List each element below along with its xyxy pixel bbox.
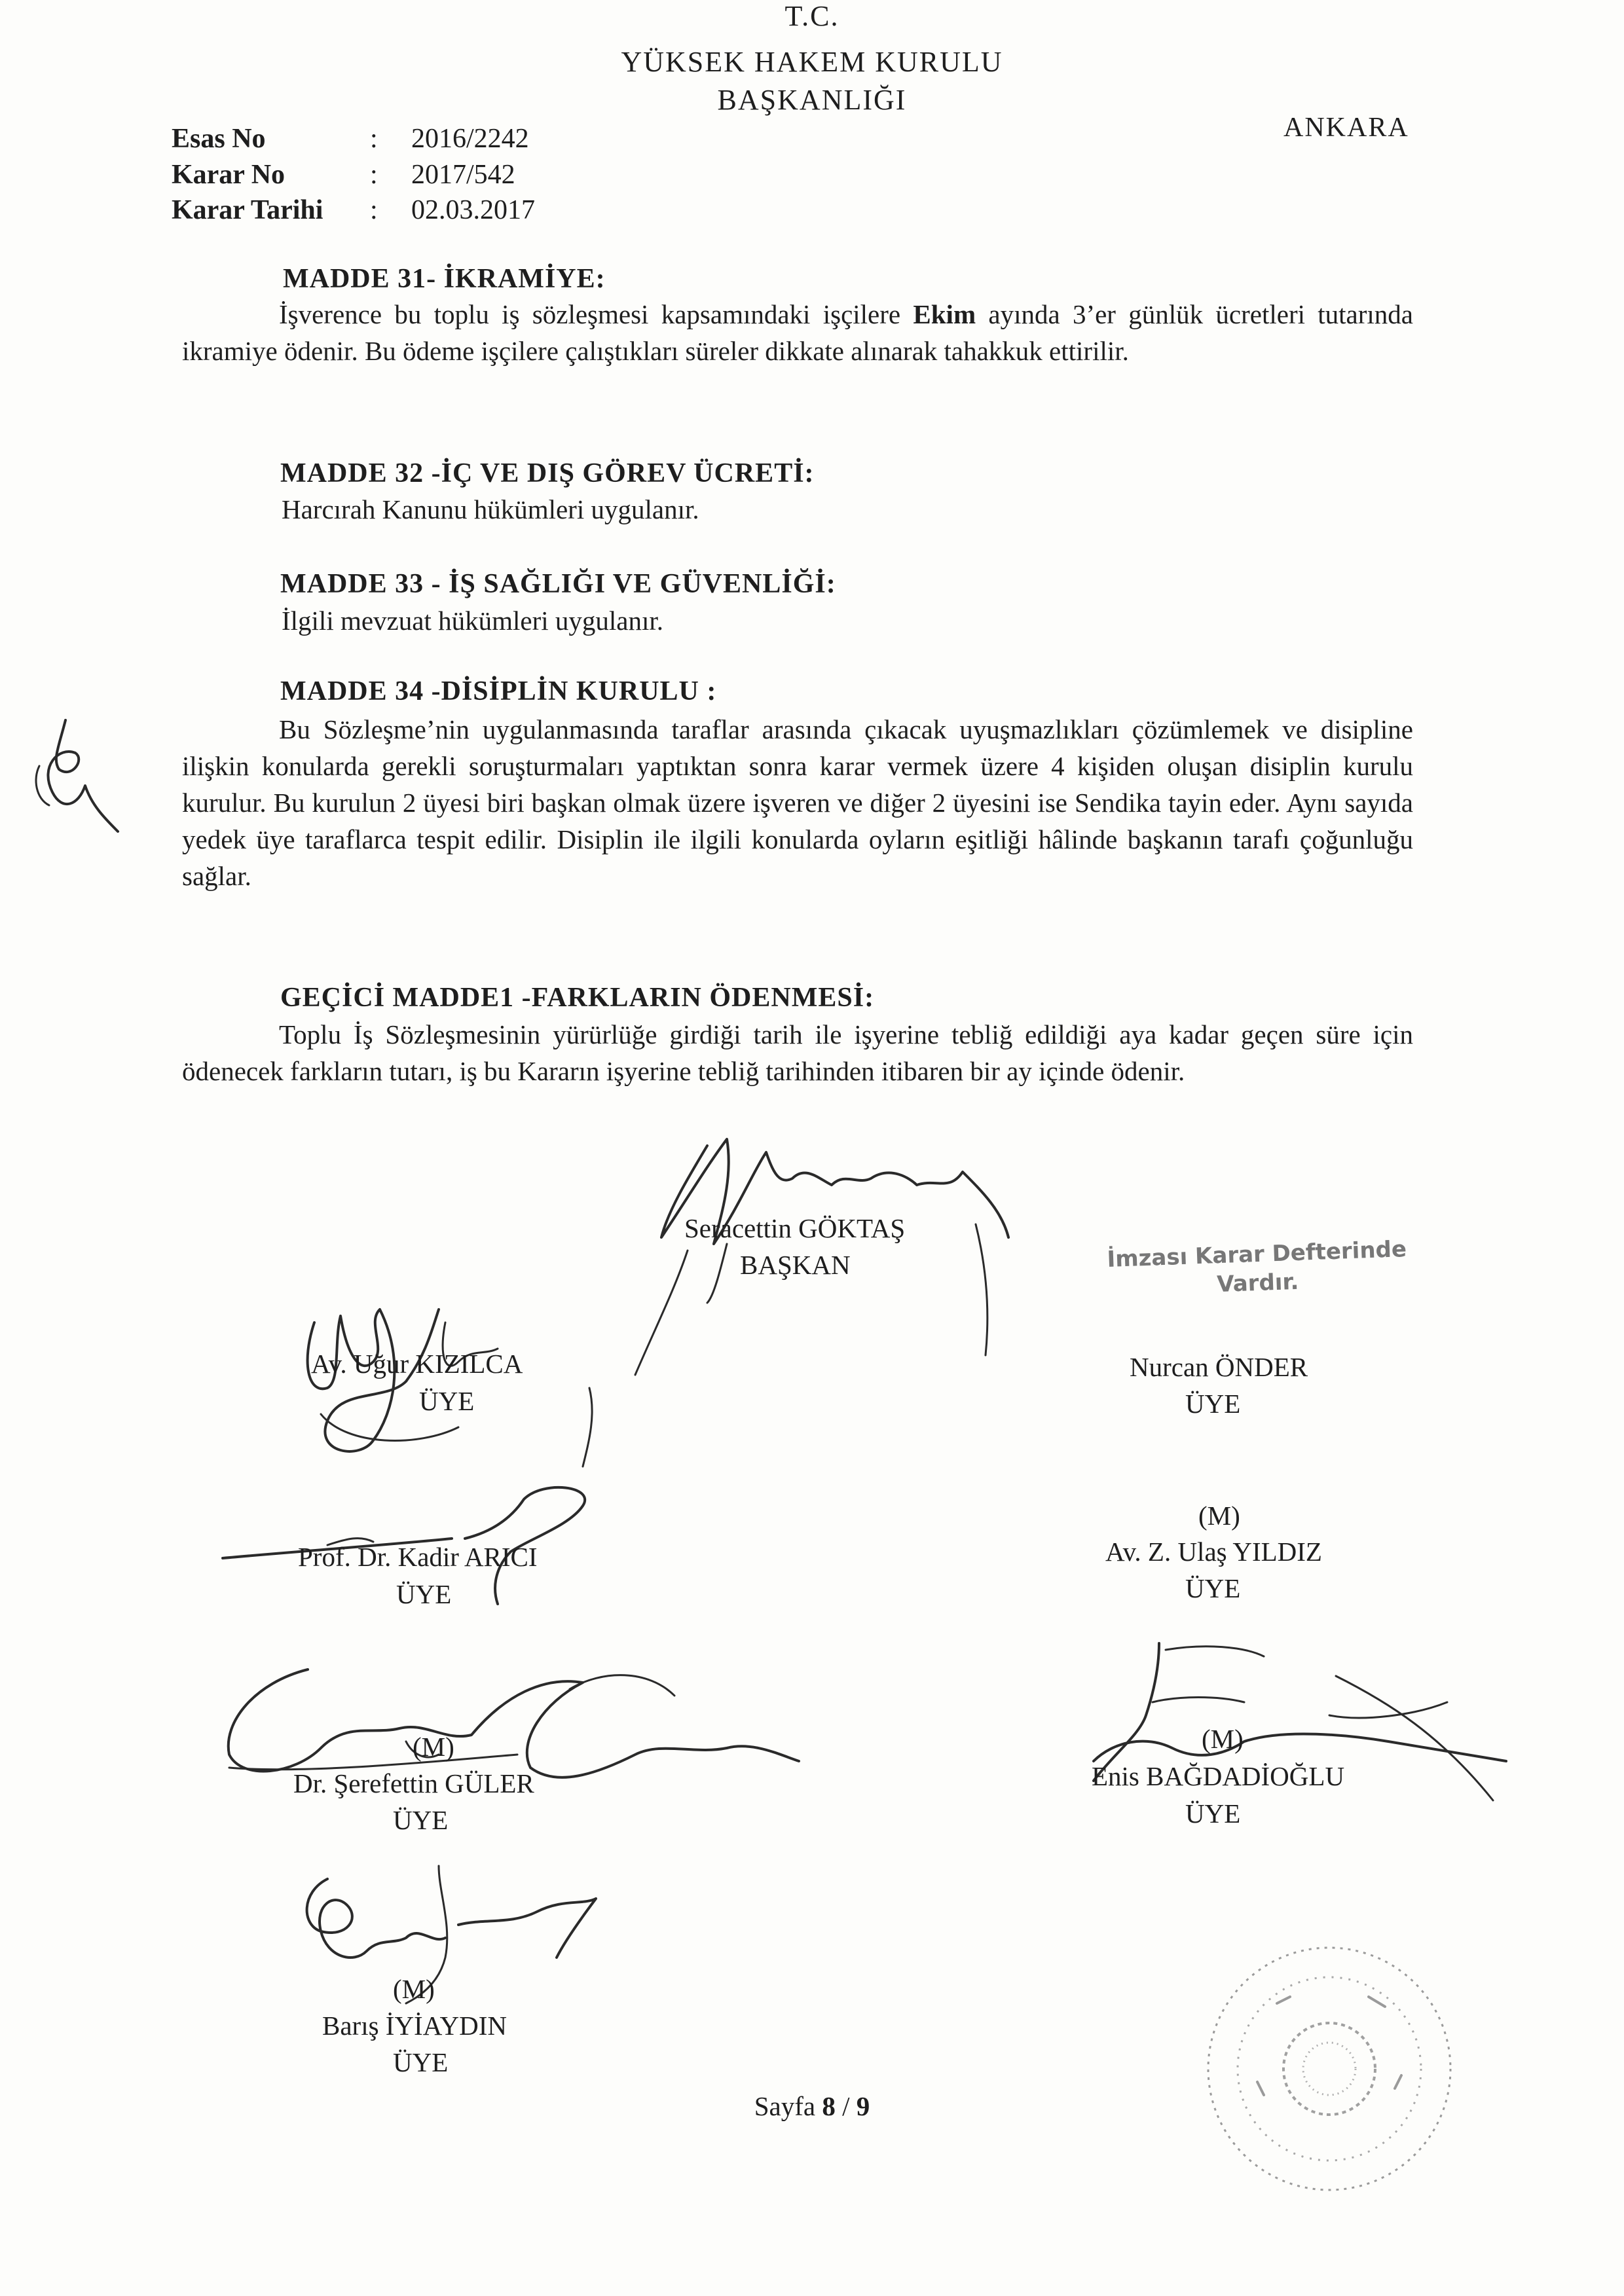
gecici-madde-body: Toplu İş Sözleşmesinin yürürlüğe girdiği tarih ile işyerine tebliğ edildiği aya kadar geçen süre için ödenecek farkların tutarı, iş bu Kararın işyerine tebliğ tarihinden itibaren bir ay içinde ödenir. (182, 1019, 1413, 1086)
signature-note (1086, 1234, 1429, 1303)
s4-role: ÜYE (1185, 1573, 1241, 1603)
tarih-separator: : (370, 195, 378, 225)
karar-value: 2017/542 (411, 160, 515, 190)
madde-31-title: MADDE 31- İKRAMİYE: (283, 264, 606, 294)
madde-32-title: MADDE 32 -İÇ VE DIŞ GÖREV ÜCRETİ: (280, 458, 815, 488)
madde-34-text (182, 711, 1413, 894)
header-tc: T.C. (784, 0, 840, 32)
page-current: 8 (822, 2091, 836, 2121)
madde-31-text-a: İşverence bu toplu iş sözleşmesi kapsamındaki işçilere (279, 299, 913, 329)
madde-33-title: MADDE 33 - İŞ SAĞLIĞI VE GÜVENLİĞİ: (280, 569, 836, 599)
page-number (0, 2090, 1624, 2122)
s1-name: Av. Uğur KIZILCA (311, 1349, 523, 1379)
tarih-label: Karar Tarihi (172, 195, 323, 225)
s7-signature (288, 1853, 616, 2010)
s6-name: Enis BAĞDADİOĞLU (1092, 1761, 1345, 1791)
esas-value: 2016/2242 (411, 124, 529, 154)
page-separator: / (835, 2091, 857, 2121)
s7-mark: (M) (393, 1974, 435, 2004)
header-city: ANKARA (1283, 113, 1409, 143)
s5-mark: (M) (413, 1732, 454, 1762)
tarih-value: 02.03.2017 (411, 195, 535, 225)
s3-role: ÜYE (396, 1579, 452, 1609)
gecici-madde-text (182, 1016, 1413, 1089)
s1-role: ÜYE (419, 1386, 475, 1416)
gecici-madde-title: GEÇİCİ MADDE1 -FARKLARIN ÖDENMESİ: (280, 983, 875, 1013)
madde-32-text: Harcırah Kanunu hükümleri uygulanır. (282, 494, 699, 524)
header-office: BAŞKANLIĞI (717, 84, 907, 116)
madde-31-text-b: ayında 3’er günlük ücretleri tutarında ikramiye ödenir. Bu ödeme işçilere çalıştıkları süreler dikkate alınarak tahakkuk ettirilir. (182, 299, 1413, 366)
madde-34-body: Bu Sözleşme’nin uygulanmasında taraflar arasında çıkacak uyuşmazlıkları çözümlemek ve disipline ilişkin konularda gerekli soruşturmaları yaptıktan sonra karar vermek üzere 4 kişiden oluşan disiplin kurulu kurulur. Bu kurulun 2 üyesi biri başkan olmak üzere işveren ve diğer 2 üyesini ise Sendika tayin eder. Aynı sayıda yedek üye taraflarca tespit edilir. Disiplin ile ilgili konularda oyların eşitliği hâlinde başkanın tarafı çoğunluğu sağlar. (182, 714, 1413, 891)
karar-separator: : (370, 160, 378, 190)
esas-label: Esas No (172, 124, 266, 154)
page-prefix: Sayfa (754, 2091, 822, 2121)
signature-note-line-2: Vardır. (1216, 1268, 1299, 1298)
s6-signature (1074, 1630, 1519, 1827)
s2-role: ÜYE (1185, 1389, 1241, 1419)
official-seal (1198, 1938, 1460, 2200)
s5-role: ÜYE (393, 1805, 449, 1835)
madde-31-text-bold: Ekim (913, 299, 976, 329)
s2-name: Nurcan ÖNDER (1130, 1352, 1308, 1382)
s5-name: Dr. Şerefettin GÜLER (293, 1768, 534, 1798)
madde-33-text: İlgili mevzuat hükümleri uygulanır. (282, 606, 663, 636)
s4-mark: (M) (1198, 1501, 1240, 1531)
s6-role: ÜYE (1185, 1798, 1241, 1829)
s7-name: Barış İYİAYDIN (322, 2011, 507, 2041)
chair-name: Seracettin GÖKTAŞ (684, 1213, 906, 1243)
s7-role: ÜYE (393, 2047, 449, 2077)
esas-separator: : (370, 124, 378, 154)
chair-role: BAŞKAN (740, 1250, 851, 1280)
s6-mark: (M) (1202, 1724, 1244, 1754)
s3-name: Prof. Dr. Kadir ARICI (298, 1542, 538, 1572)
margin-initial-signature (13, 707, 124, 838)
madde-31-text (182, 296, 1413, 369)
karar-label: Karar No (172, 160, 286, 190)
s4-name: Av. Z. Ulaş YILDIZ (1105, 1537, 1322, 1567)
page-total: 9 (856, 2091, 870, 2121)
header-institution: YÜKSEK HAKEM KURULU (621, 46, 1003, 78)
madde-34-title: MADDE 34 -DİSİPLİN KURULU : (280, 676, 717, 706)
signature-note-line-1: İmzası Karar Defterinde (1106, 1236, 1407, 1273)
